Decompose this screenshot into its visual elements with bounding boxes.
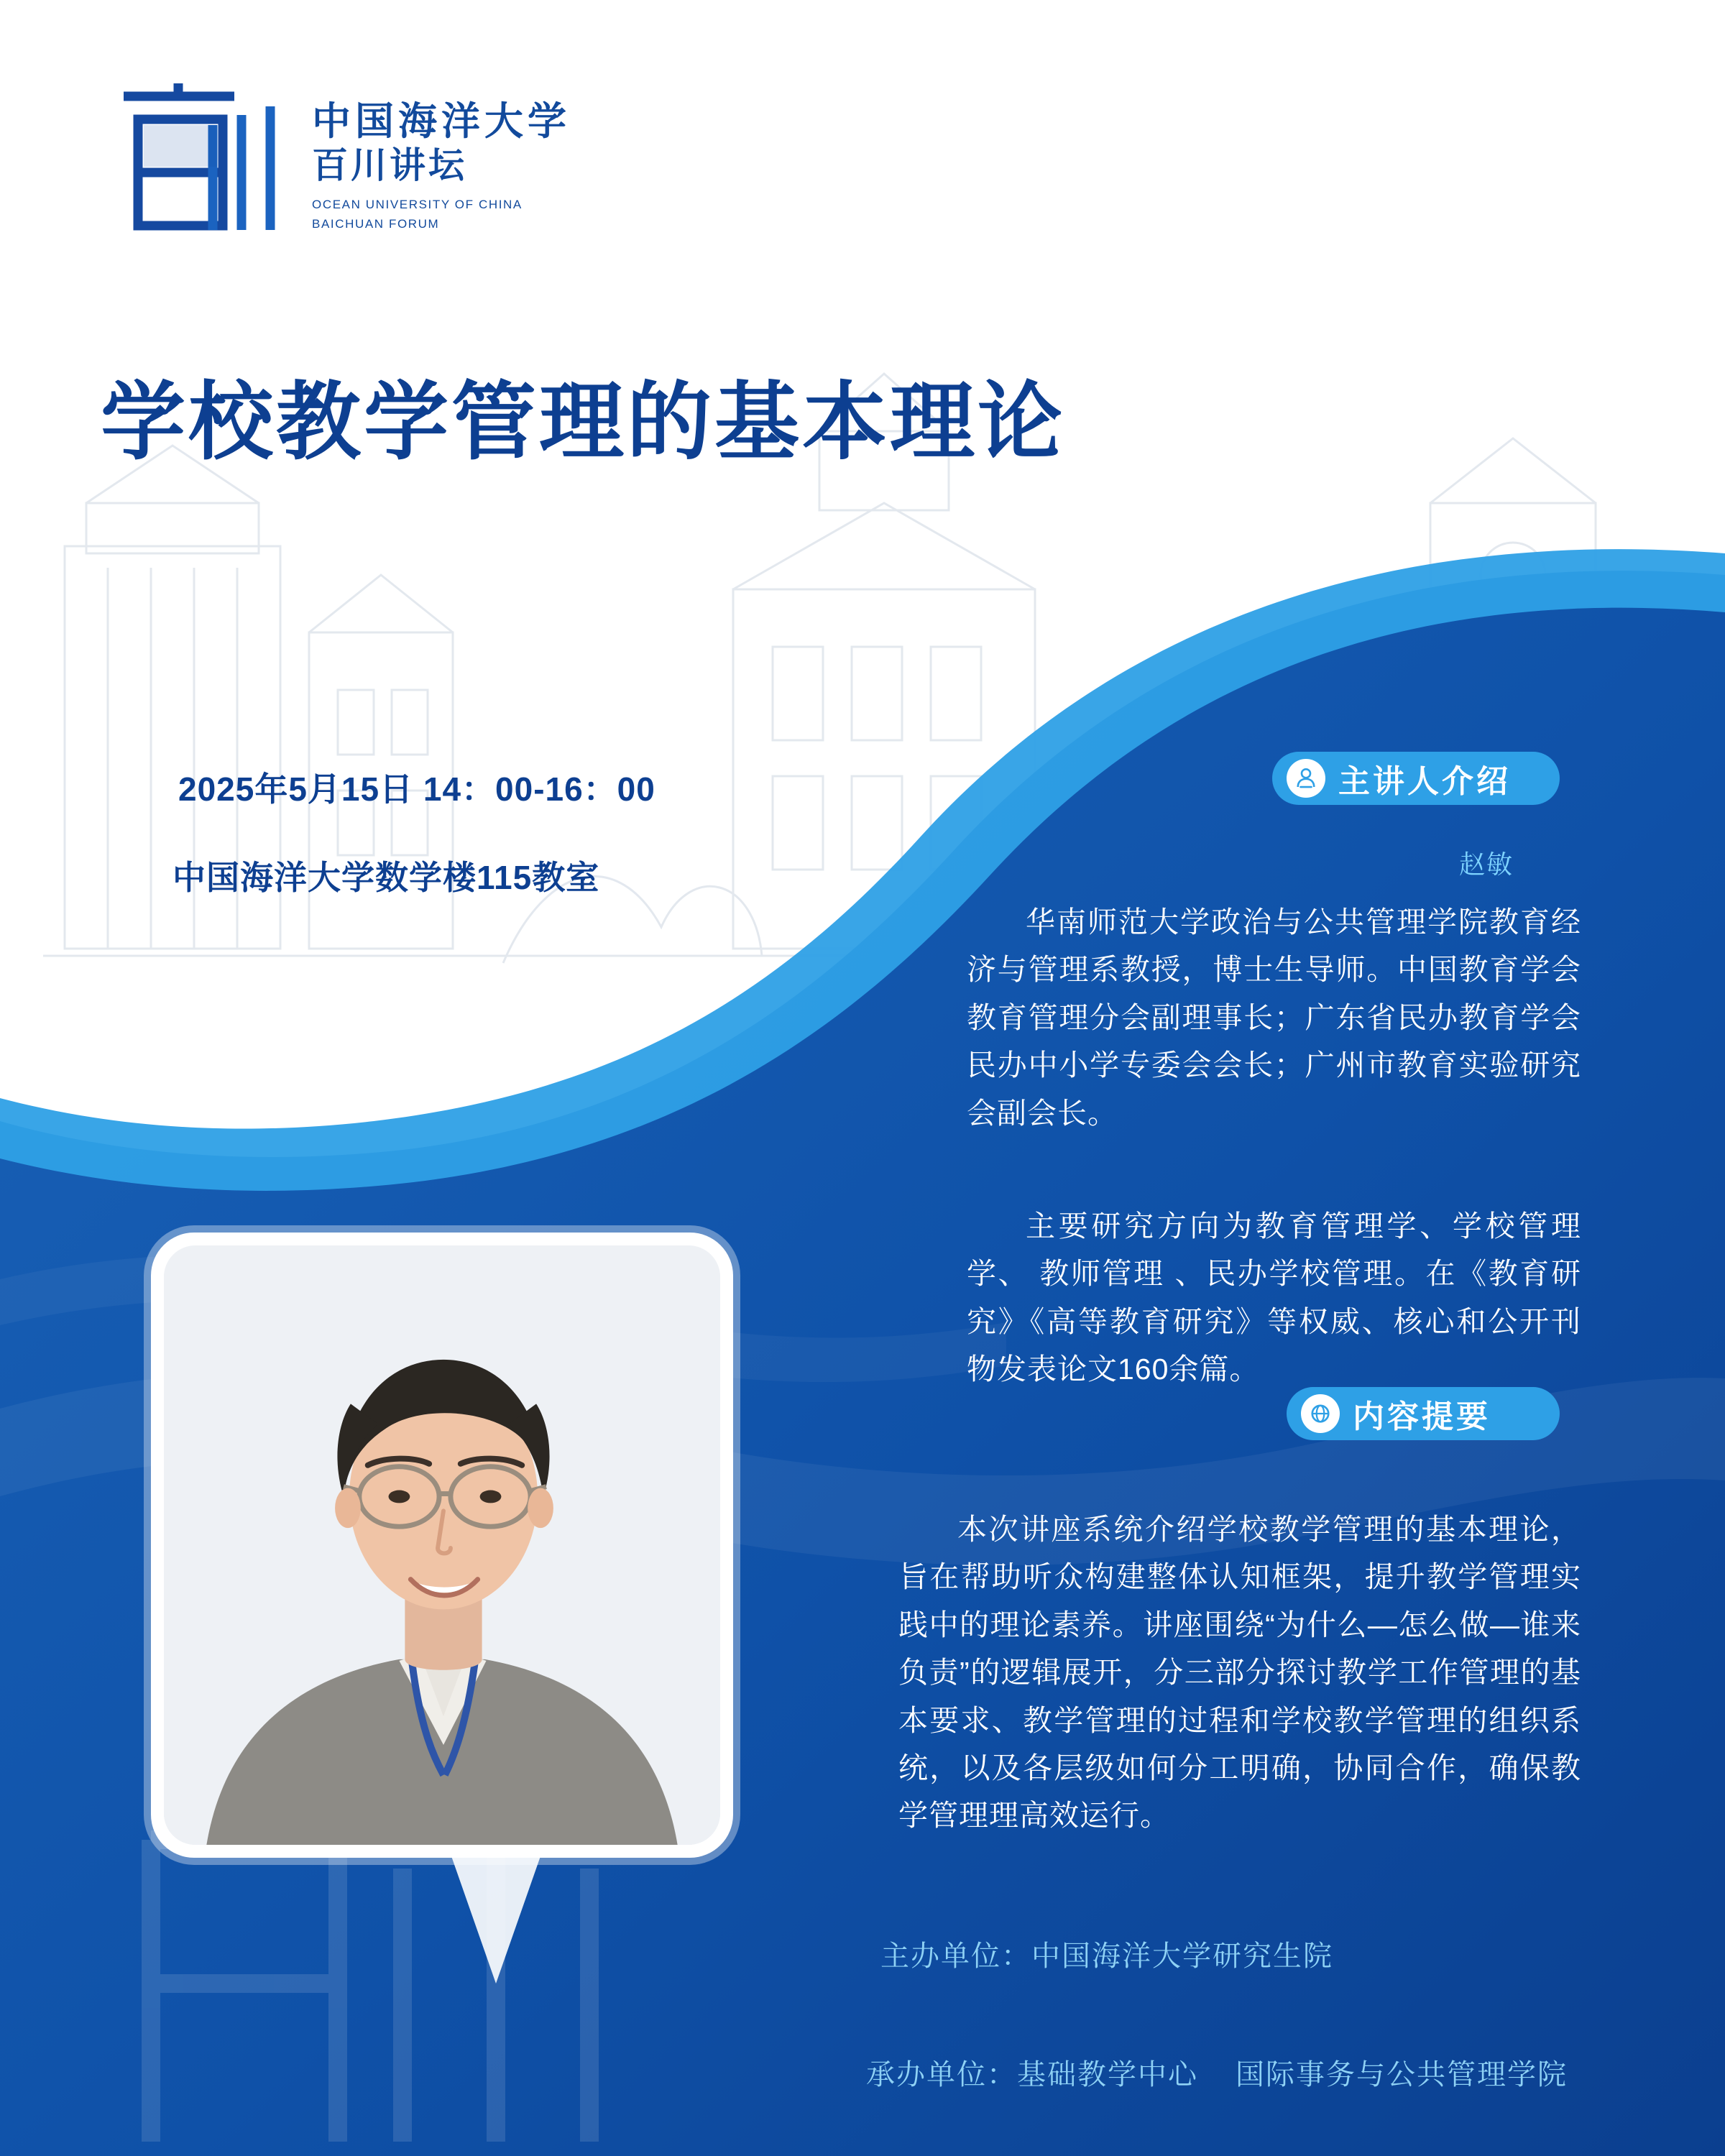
content-summary-paragraph: 本次讲座系统介绍学校教学管理的基本理论，旨在帮助听众构建整体认知框架，提升教学管理实践中的理论素养。讲座围绕“为什么—怎么做—谁来负责”的逻辑展开，分三部分探讨教学工作管理的基本要求、教学管理的过程和学校教学管理的组织系统，以及各层级如何分工明确，协同合作，确保教学管理理高效运行。 [898,1513,1581,1833]
speaker-name: 赵敏 [1459,849,1514,879]
brand-logo [101,78,604,243]
speaker-photo [164,1245,720,1845]
logo-university-name: 中国海洋大学 [312,98,571,144]
page-title: 学校教学管理的基本理论 [101,372,1066,471]
section-label-content: 内容提要 [1353,1399,1491,1434]
speaker-bio-paragraph-1: 华南师范大学政治与公共管理学院教育经济与管理系教授，博士生导师。中国教育学会教育管理分会副理事长；广东省民办教育学会民办中小学专委会会长；广州市教育实验研究会副会长。 [967,906,1581,1130]
footer-host-value-1: 基础教学中心 [1017,2059,1198,2091]
footer-host-label: 承办单位： [866,2059,1017,2091]
speaker-photo-frame [151,1233,733,1858]
speaker-bio-paragraph-2: 主要研究方向为教育管理学、学校管理学、 教师管理 、民办学校管理。在《教育研究》《高等教育研究》等权威、核心和公开刊物发表论文160余篇。 [967,1210,1581,1386]
section-header-speaker [1272,752,1560,805]
baichuan-logo-mark [101,78,295,243]
footer-organizer-label: 主办单位： [880,1940,1031,1972]
footer-organizer [880,1933,1333,1974]
speaker-person-icon [1287,759,1325,798]
footer-organizer-value: 中国海洋大学研究生院 [1031,1940,1333,1972]
logo-wordmark [312,87,571,234]
logo-forum-name: 百川讲坛 [312,144,467,187]
section-header-content [1287,1387,1560,1440]
globe-icon [1301,1394,1340,1433]
logo-english-line1: OCEAN UNIVERSITY OF CHINA [312,197,523,211]
section-label-speaker: 主讲人介绍 [1338,764,1511,799]
lecture-venue: 中国海洋大学数学楼115教室 [172,859,600,896]
lecture-datetime: 2025年5月15日 14：00-16：00 [178,770,656,808]
footer-host [866,2052,1568,2093]
logo-english-line2: BAICHUAN FORUM [312,217,440,231]
footer-host-value-2: 国际事务与公共管理学院 [1236,2059,1568,2091]
